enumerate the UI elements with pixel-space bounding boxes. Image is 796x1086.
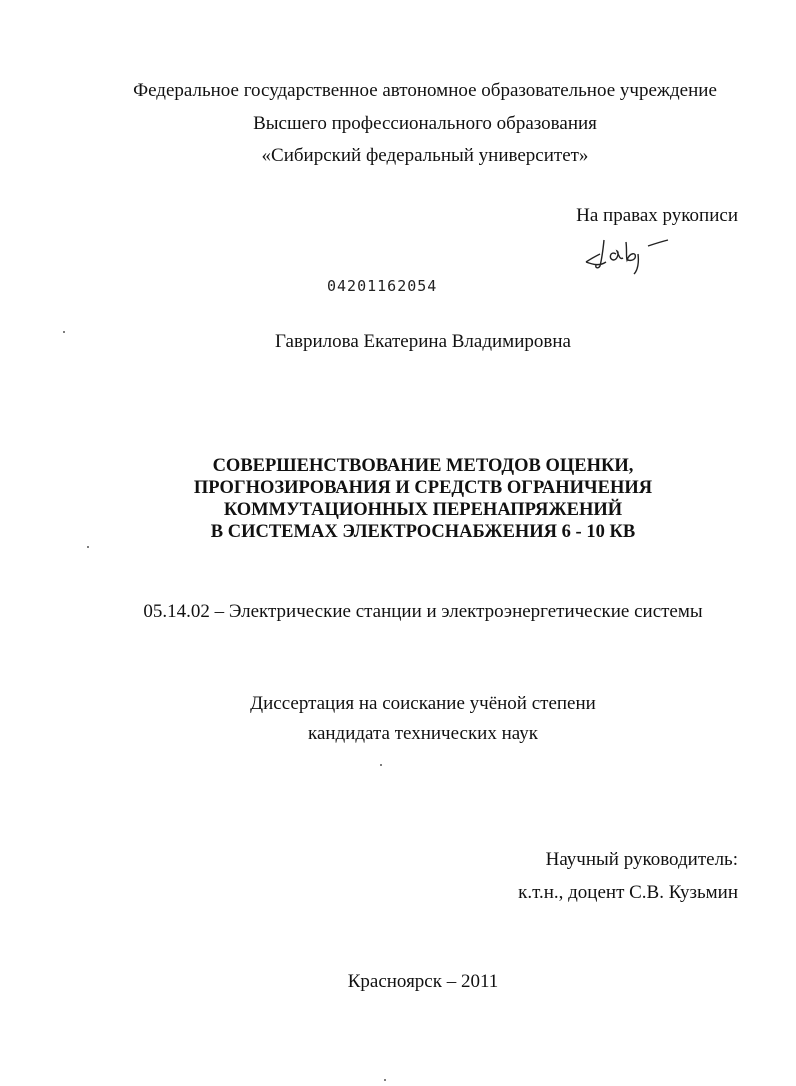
- institution-line-3: «Сибирский федеральный университет»: [261, 145, 589, 166]
- dissertation-line-2: кандидата технических наук: [308, 723, 538, 744]
- specialty-code: 05.14.02 – Электрические станции и электроэнергетические системы: [143, 601, 703, 622]
- scan-speck: [87, 546, 89, 548]
- title-line-4: В СИСТЕМАХ ЭЛЕКТРОСНАБЖЕНИЯ 6 - 10 КВ: [210, 522, 636, 542]
- scan-speck: [384, 1079, 386, 1081]
- scan-speck: [63, 331, 65, 333]
- supervisor-label: Научный руководитель:: [545, 849, 738, 870]
- author-name: Гаврилова Екатерина Владимировна: [275, 331, 571, 352]
- title-line-1: СОВЕРШЕНСТВОВАНИЕ МЕТОДОВ ОЦЕНКИ,: [212, 456, 634, 476]
- dissertation-line-1: Диссертация на соискание учёной степени: [250, 693, 596, 714]
- institution-line-1: Федеральное государственное автономное образовательное учреждение: [133, 80, 717, 101]
- institution-line-2: Высшего профессионального образования: [253, 113, 597, 134]
- supervisor-name: к.т.н., доцент С.В. Кузьмин: [518, 882, 738, 903]
- title-line-3: КОММУТАЦИОННЫХ ПЕРЕНАПРЯЖЕНИЙ: [223, 500, 623, 520]
- place-and-year: Красноярск – 2011: [347, 971, 499, 992]
- scan-speck: [380, 764, 382, 766]
- handwritten-signature: [582, 232, 672, 276]
- document-number: 04201162054: [327, 277, 438, 295]
- manuscript-rights-note: На правах рукописи: [576, 205, 738, 226]
- title-line-2: ПРОГНОЗИРОВАНИЯ И СРЕДСТВ ОГРАНИЧЕНИЯ: [193, 478, 653, 498]
